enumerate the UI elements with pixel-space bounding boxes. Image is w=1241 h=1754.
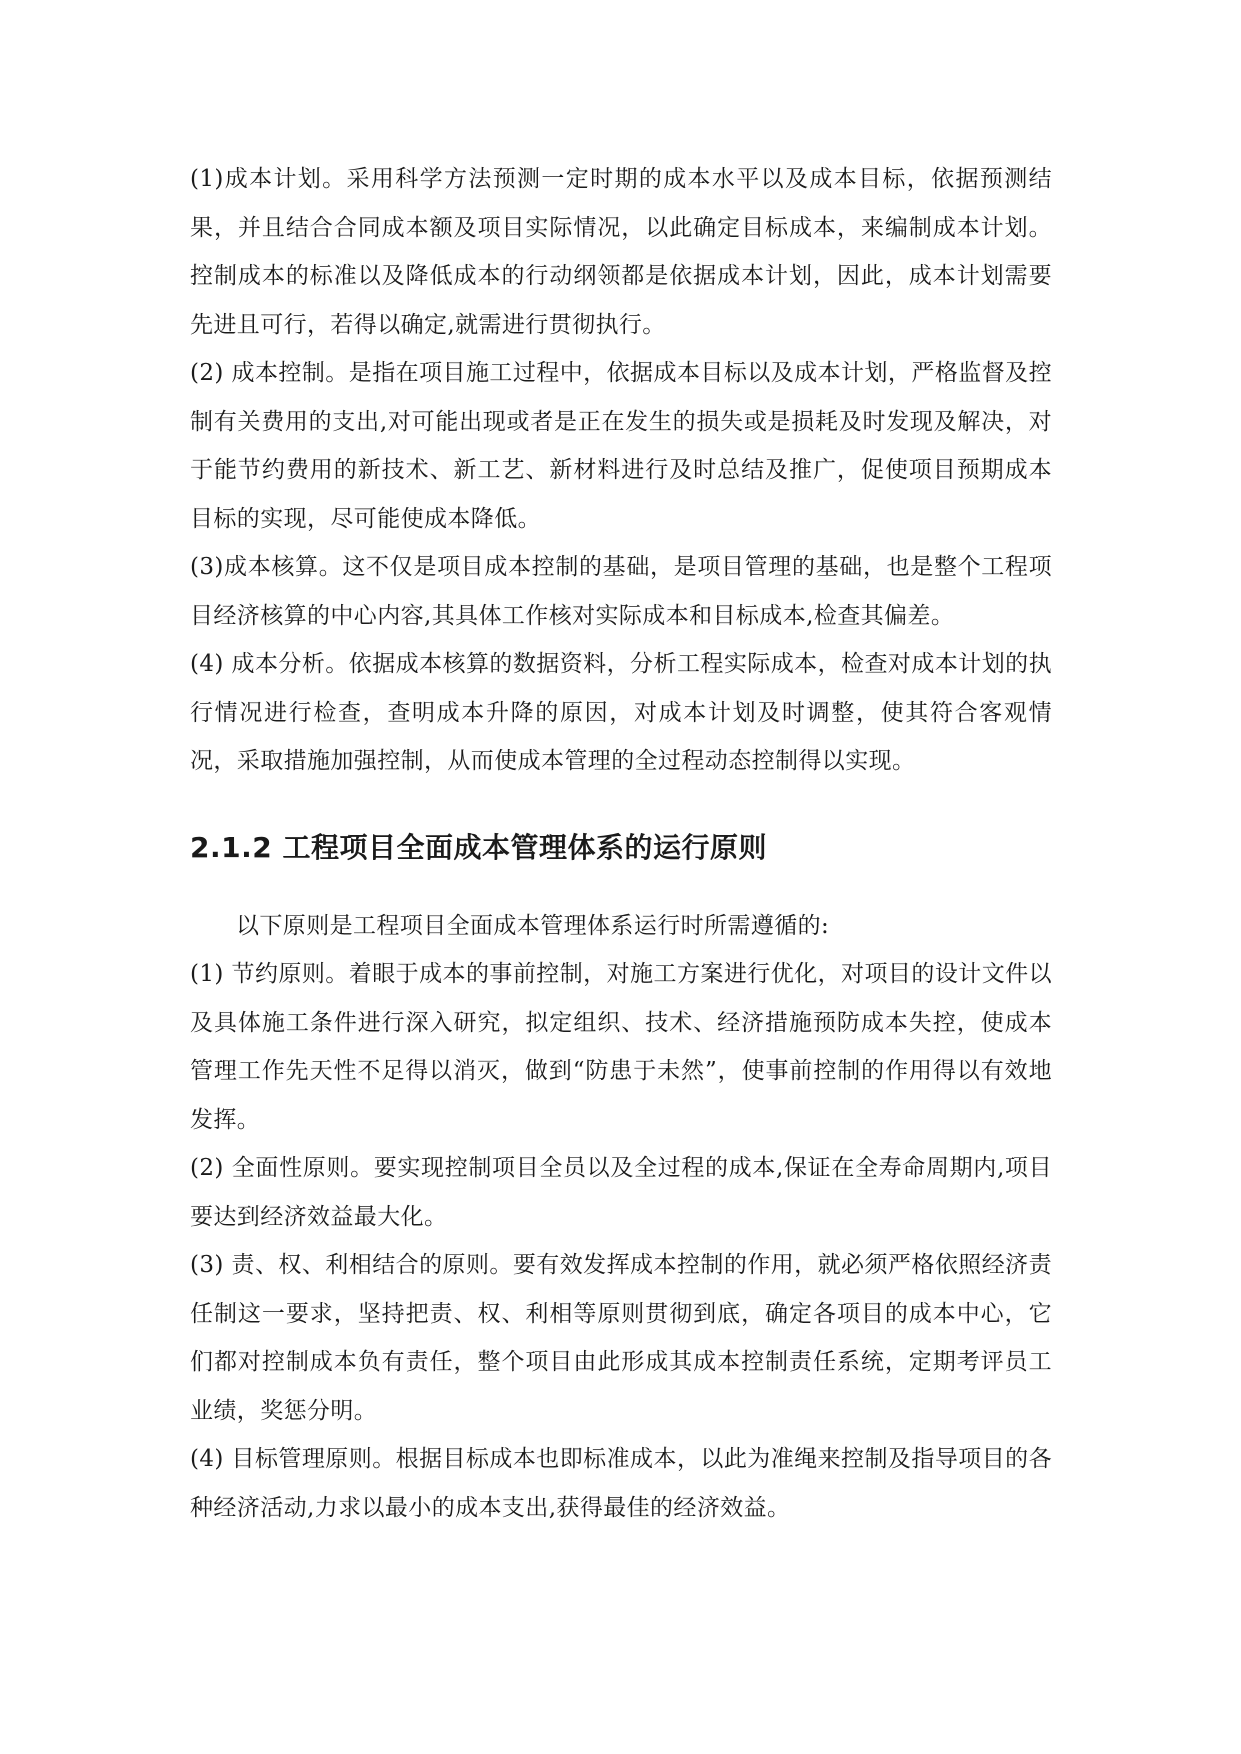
paragraph-cost-control: (2) 成本控制。是指在项目施工过程中，依据成本目标以及成本计划，严格监督及控制有关费用的支出,对可能出现或者是正在发生的损失或是损耗及时发现及解决，对于能节约费用的新技术、新工艺、新材料进行及时总结及推广，促使项目预期成本目标的实现，尽可能使成本降低。 [190,360,1052,532]
paragraph-target-management-principle: (4) 目标管理原则。根据目标成本也即标准成本，以此为准绳来控制及指导项目的各种经济活动,力求以最小的成本支出,获得最佳的经济效益。 [190,1446,1052,1521]
section-heading: 2.1.2 工程项目全面成本管理体系的运行原则 [190,830,767,864]
paragraph-cost-plan: (1)成本计划。采用科学方法预测一定时期的成本水平以及成本目标，依据预测结果，并且结合合同成本额及项目实际情况，以此确定目标成本，来编制成本计划。控制成本的标准以及降低成本的行动纲领都是依据成本计划，因此，成本计划需要先进且可行，若得以确定,就需进行贯彻执行。 [190,166,1052,338]
paragraph-cost-accounting: (3)成本核算。这不仅是项目成本控制的基础，是项目管理的基础，也是整个工程项目经济核算的中心内容,其具体工作核对实际成本和目标成本,检查其偏差。 [190,554,1052,629]
page-content [190,155,1052,1532]
paragraph-responsibility-principle: (3) 责、权、利相结合的原则。要有效发挥成本控制的作用，就必须严格依照经济责任制这一要求，坚持把责、权、利相等原则贯彻到底，确定各项目的成本中心，它们都对控制成本负有责任，整个项目由此形成其成本控制责任系统，定期考评员工业绩，奖惩分明。 [190,1252,1052,1424]
paragraph-cost-analysis: (4) 成本分析。依据成本核算的数据资料，分析工程实际成本，检查对成本计划的执行情况进行检查，查明成本升降的原因，对成本计划及时调整，使其符合客观情况，采取措施加强控制，从而使成本管理的全过程动态控制得以实现。 [190,651,1052,774]
paragraph-comprehensive-principle: (2) 全面性原则。要实现控制项目全员以及全过程的成本,保证在全寿命周期内,项目要达到经济效益最大化。 [190,1155,1052,1230]
section-intro: 以下原则是工程项目全面成本管理体系运行时所需遵循的: [236,912,830,939]
paragraph-saving-principle: (1) 节约原则。着眼于成本的事前控制，对施工方案进行优化，对项目的设计文件以及具体施工条件进行深入研究，拟定组织、技术、经济措施预防成本失控，使成本管理工作先天性不足得以消灭，做到“防患于未然”，使事前控制的作用得以有效地发挥。 [190,961,1052,1133]
